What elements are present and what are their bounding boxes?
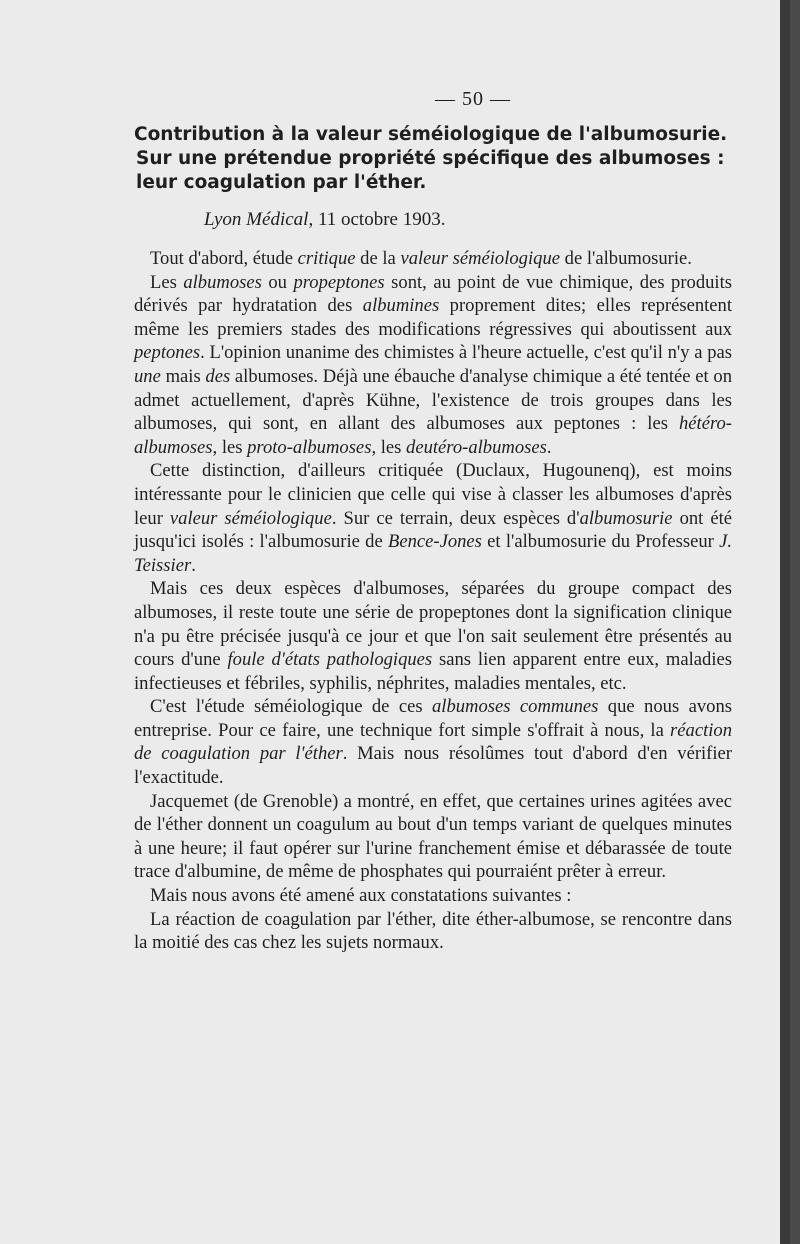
italic-span: réaction de coagulation par l'éther — [134, 719, 732, 765]
text-span: . L'opinion unanime des chimistes à l'heure actuelle, c'est qu'il n'y a pas — [200, 342, 732, 364]
article-title — [134, 123, 732, 195]
italic-span: albumoses — [183, 271, 262, 293]
text-span: que nous avons entreprise. Pour ce faire, une technique fort simple s'offrait à nous, la — [134, 696, 732, 741]
text-span: Cette distinction, d'ailleurs critiquée (Duclaux, Hugounenq), est moins intéressante pour le clinicien que celle qui vise à classer les albumoses d'après leur — [134, 460, 732, 529]
paragraph-2 — [134, 271, 732, 460]
page-number: — 50 — — [435, 88, 511, 110]
text-span: et l'albumosurie du Professeur — [481, 531, 720, 553]
text-span: . Sur ce terrain, deux espèces d' — [331, 507, 580, 529]
text-span: , les — [371, 436, 407, 458]
italic-span: foule d'états pathologiques — [227, 649, 433, 671]
text-span: Jacquemet (de Grenoble) a montré, en effet, que certaines urines agitées avec de l'éther donnent un coagulum au bout d'un temps variant de quelques minutes à une heure; il faut opérer sur l'urine franchement émise et débarassée de toute trace d'albumine, de même de phosphates qui pourraiént prêter à erreur. — [134, 790, 732, 883]
italic-span: des — [205, 365, 231, 387]
italic-span: albumines — [362, 295, 440, 317]
italic-span: J. Teissier — [134, 531, 732, 576]
text-span: ont été jusqu'ici isolés : l'albumosurie de — [134, 507, 733, 553]
text-span: Les — [150, 271, 184, 293]
paragraph-8 — [134, 908, 732, 955]
title-line-2: Sur une prétendue propriété spécifique des albumoses : — [136, 148, 725, 169]
text-span: de la — [355, 248, 401, 269]
italic-span: valeur séméiologique — [400, 248, 560, 269]
italic-span: valeur séméiologique — [169, 507, 332, 529]
italic-span: albumosurie — [579, 507, 673, 529]
italic-span: peptones — [134, 342, 201, 364]
italic-span: critique — [297, 248, 356, 269]
article-body — [134, 247, 732, 955]
text-span: La réaction de coagulation par l'éther, dite éther-albumose, se rencontre dans la moitié des cas chez les sujets normaux. — [134, 908, 732, 954]
text-span: , les — [212, 436, 248, 458]
journal-name: Lyon Médical — [204, 209, 309, 230]
text-span: mais — [160, 365, 206, 387]
text-span: sont, au point de vue chimique, des produits dérivés par hydratation des — [134, 271, 732, 317]
italic-span: Bence-Jones — [387, 531, 482, 553]
italic-span: deutéro-albumoses — [406, 436, 547, 458]
text-span: . — [546, 436, 552, 458]
text-span: ou — [261, 271, 294, 293]
italic-span: une — [134, 365, 161, 387]
text-span: sans lien apparent entre eux, maladies infectieuses et fébriles, syphilis, néphrites, maladies mentales, etc. — [134, 649, 732, 694]
title-line-1: Contribution à la valeur séméiologique de l'albumosurie. — [134, 124, 728, 145]
source-citation — [204, 207, 732, 233]
title-line-3: leur coagulation par l'éther. — [136, 172, 427, 193]
publication-date: , 11 octobre 1903. — [308, 209, 446, 230]
paragraph-7 — [134, 884, 732, 908]
text-span: . Mais nous résolûmes tout d'abord d'en vérifier l'exactitude. — [134, 743, 732, 789]
text-span: Mais nous avons été amené aux constatations suivantes : — [150, 885, 572, 907]
text-span: Mais ces deux espèces d'albumoses, séparées du groupe compact des albumoses, il reste toute une série de propeptones dont la signification clinique n'a pu être précisée jusqu'à ce jour et que l'on sait seulement être présentés au cours d'une — [134, 578, 732, 671]
text-span: de l'albumosurie. — [560, 248, 692, 269]
paragraph-1 — [134, 247, 732, 271]
italic-span: albumoses communes — [431, 696, 599, 718]
text-span: proprement dites; elles représentent même les premiers stades des modifications régressives qui aboutissent aux — [134, 295, 733, 340]
paragraph-5 — [134, 695, 732, 789]
italic-span: hétéro-albumoses — [134, 413, 732, 458]
italic-span: propeptones — [293, 271, 385, 293]
text-span: albumoses. Déjà une ébauche d'analyse chimique a été tentée et on admet actuellement, d'après Kühne, l'existence de trois groupes dans les albumoses, qui sont, en allant des albumoses aux peptones : les — [134, 365, 733, 435]
text-span: Tout d'abord, étude — [150, 248, 298, 269]
text-span: C'est l'étude séméiologique de ces — [150, 696, 432, 718]
text-span: . — [191, 554, 196, 576]
paragraph-3 — [134, 459, 732, 577]
paragraph-6 — [134, 790, 732, 884]
italic-span: proto-albumoses — [247, 436, 372, 458]
paragraph-4 — [134, 577, 732, 695]
scan-edge-shadow — [780, 0, 790, 1244]
